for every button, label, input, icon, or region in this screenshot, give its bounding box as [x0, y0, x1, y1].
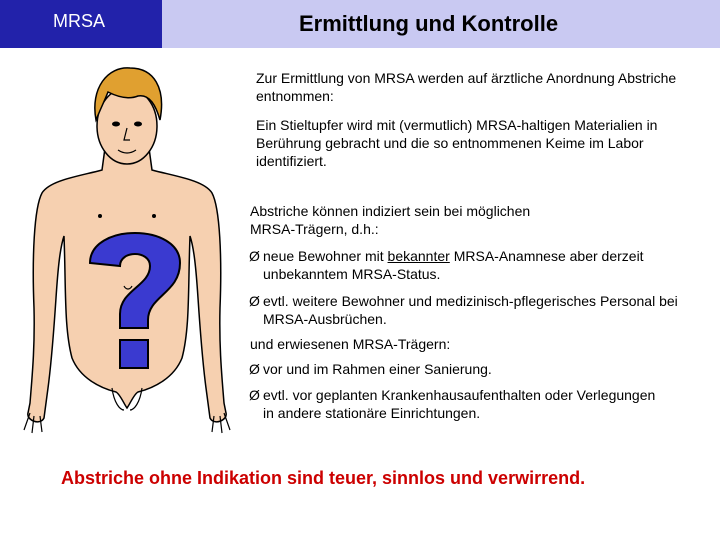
arrow-bullet-icon: Ø	[249, 293, 260, 309]
header-tag: MRSA	[53, 11, 106, 31]
arrow-bullet-icon: Ø	[249, 361, 260, 377]
page-title: Ermittlung und Kontrolle	[299, 11, 559, 36]
indications-heading: Abstriche können indiziert sein bei möglichen MRSA-Trägern, d.h.:	[250, 203, 531, 237]
header-title-box	[162, 0, 720, 48]
list-item: Ø neue Bewohner mit bekannter MRSA-Anamnese aber derzeit unbekanntem MRSA-Status.	[249, 248, 644, 282]
intro-body: Ein Stieltupfer wird mit (vermutlich) MRSA-haltigen Materialien in Berührung gebracht und die so entnommenen Keime im Labor identifiziert.	[256, 117, 658, 169]
proven-heading: und erwiesenen MRSA-Trägern:	[250, 336, 451, 352]
human-figure-question-mark-icon	[20, 58, 235, 448]
header-tag-box	[0, 0, 162, 48]
list-item: Ø evtl. vor geplanten Krankenhausaufenthalten oder Verlegungen in andere stationäre Einrichtungen.	[249, 387, 656, 421]
warning-text: Abstriche ohne Indikation sind teuer, sinnlos und verwirrend.	[61, 468, 586, 488]
arrow-bullet-icon: Ø	[249, 248, 260, 264]
list-item: Ø vor und im Rahmen einer Sanierung.	[249, 361, 492, 377]
arrow-bullet-icon: Ø	[249, 387, 260, 403]
list-item: Ø evtl. weitere Bewohner und medizinisch-pflegerisches Personal bei MRSA-Ausbrüchen.	[249, 293, 678, 327]
intro-heading: Zur Ermittlung von MRSA werden auf ärztliche Anordnung Abstriche entnommen:	[256, 70, 677, 104]
